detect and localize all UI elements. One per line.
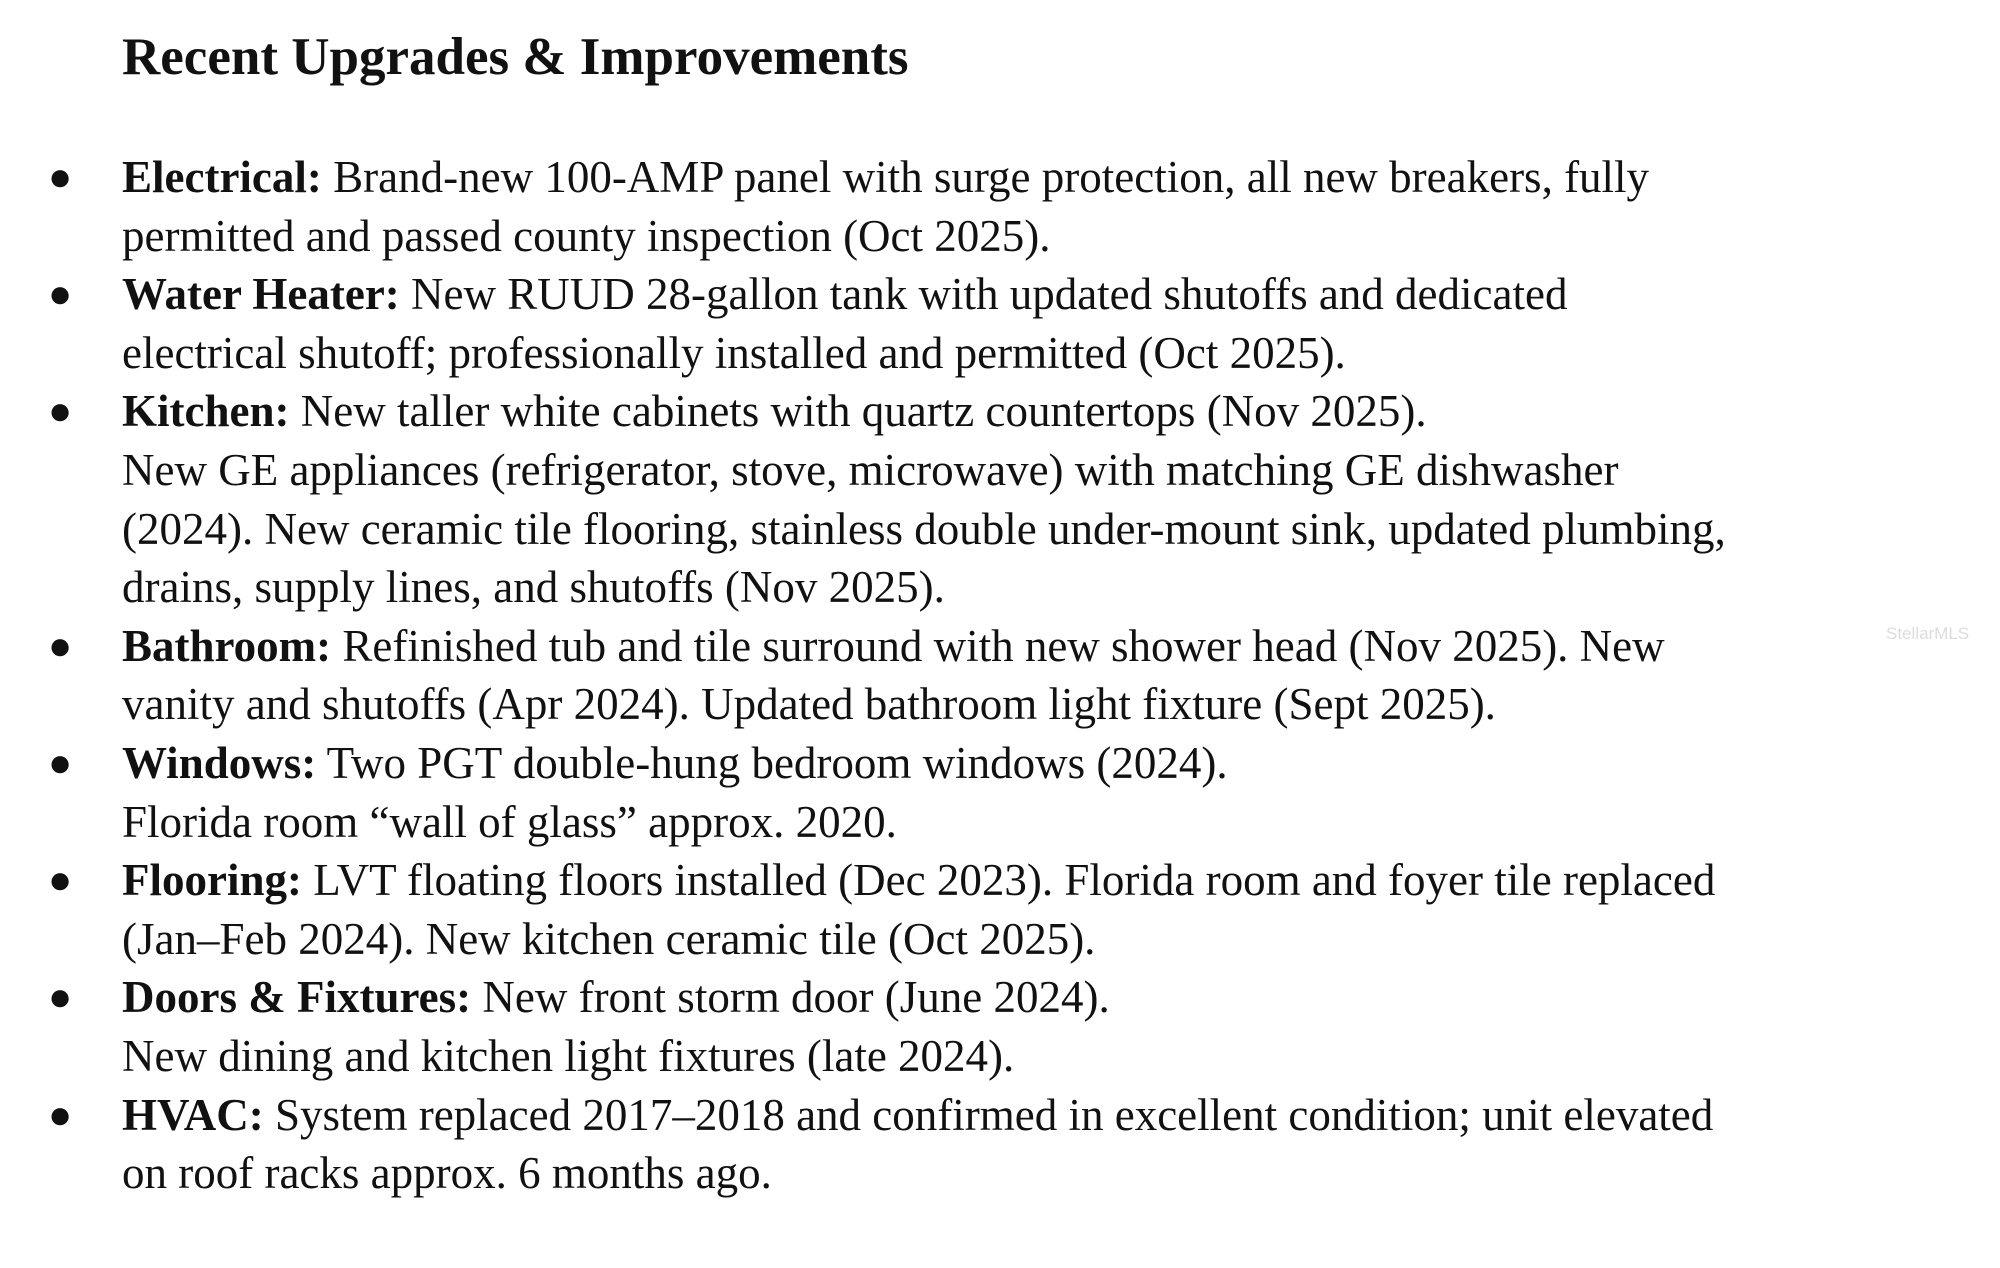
item-label: Kitchen:: [122, 386, 290, 437]
watermark: StellarMLS: [1886, 624, 1970, 643]
item-text: LVT floating floors installed (Dec 2023). Florida room and foyer tile replaced: [301, 855, 1716, 906]
list-item-doors-fixtures: [0, 968, 2000, 1085]
item-line: [122, 617, 1960, 676]
item-line: [122, 968, 1960, 1027]
bullet-icon: ●: [48, 388, 73, 434]
list-item-flooring: [0, 851, 2000, 968]
item-label: HVAC:: [122, 1089, 264, 1140]
list-item-bathroom: [0, 617, 2000, 734]
item-line: [122, 1086, 1960, 1145]
item-text: System replaced 2017–2018 and confirmed in excellent condition; unit elevated: [263, 1089, 1714, 1140]
bullet-icon: ●: [48, 1091, 73, 1137]
item-line: [122, 851, 1960, 910]
upgrades-list: [0, 148, 2000, 1203]
list-item-hvac: [0, 1086, 2000, 1203]
list-item-windows: [0, 734, 2000, 851]
list-item-water-heater: [0, 265, 2000, 382]
item-line: [122, 734, 1960, 793]
bullet-icon: ●: [48, 154, 73, 199]
item-text: New RUUD 28-gallon tank with updated shutoffs and dedicated: [399, 269, 1568, 320]
item-line: electrical shutoff; professionally installed and permitted (Oct 2025).: [122, 327, 1346, 378]
bullet-icon: ●: [48, 622, 73, 668]
item-line: vanity and shutoffs (Apr 2024). Updated bathroom light fixture (Sept 2025).: [122, 679, 1496, 730]
item-label: Windows:: [122, 737, 317, 788]
list-item-electrical: [0, 148, 2000, 265]
bullet-icon: ●: [48, 857, 73, 903]
item-line: drains, supply lines, and shutoffs (Nov 2025).: [122, 562, 945, 613]
item-line: on roof racks approx. 6 months ago.: [122, 1148, 772, 1199]
item-text: Two PGT double-hung bedroom windows (2024).: [316, 737, 1228, 788]
item-text: New taller white cabinets with quartz countertops (Nov 2025).: [289, 386, 1427, 437]
bullet-icon: ●: [48, 739, 73, 785]
page-title: Recent Upgrades & Improvements: [122, 28, 909, 86]
bullet-icon: ●: [48, 271, 73, 317]
item-line: New dining and kitchen light fixtures (late 2024).: [122, 1030, 1015, 1081]
bullet-icon: ●: [48, 974, 73, 1020]
item-label: Bathroom:: [122, 620, 332, 671]
item-line: (2024). New ceramic tile flooring, stainless double under-mount sink, updated plumbing,: [122, 503, 1726, 554]
item-label: Flooring:: [122, 855, 302, 906]
item-label: Electrical:: [122, 152, 322, 202]
item-line: New GE appliances (refrigerator, stove, microwave) with matching GE dishwasher: [122, 444, 1619, 495]
item-text: Refinished tub and tile surround with new shower head (Nov 2025). New: [331, 620, 1665, 671]
list-item-kitchen: [0, 382, 2000, 616]
item-line: (Jan–Feb 2024). New kitchen ceramic tile (Oct 2025).: [122, 913, 1096, 964]
item-line: permitted and passed county inspection (Oct 2025).: [122, 210, 1051, 261]
item-line: [122, 265, 1960, 324]
item-line: [122, 382, 1960, 441]
item-line: Florida room “wall of glass” approx. 2020.: [122, 796, 897, 847]
item-label: Doors & Fixtures:: [122, 972, 472, 1023]
item-label: Water Heater:: [122, 269, 400, 320]
item-text: Brand-new 100-AMP panel with surge protection, all new breakers, fully: [321, 152, 1650, 202]
item-text: New front storm door (June 2024).: [471, 972, 1110, 1023]
item-line: [122, 148, 1960, 207]
